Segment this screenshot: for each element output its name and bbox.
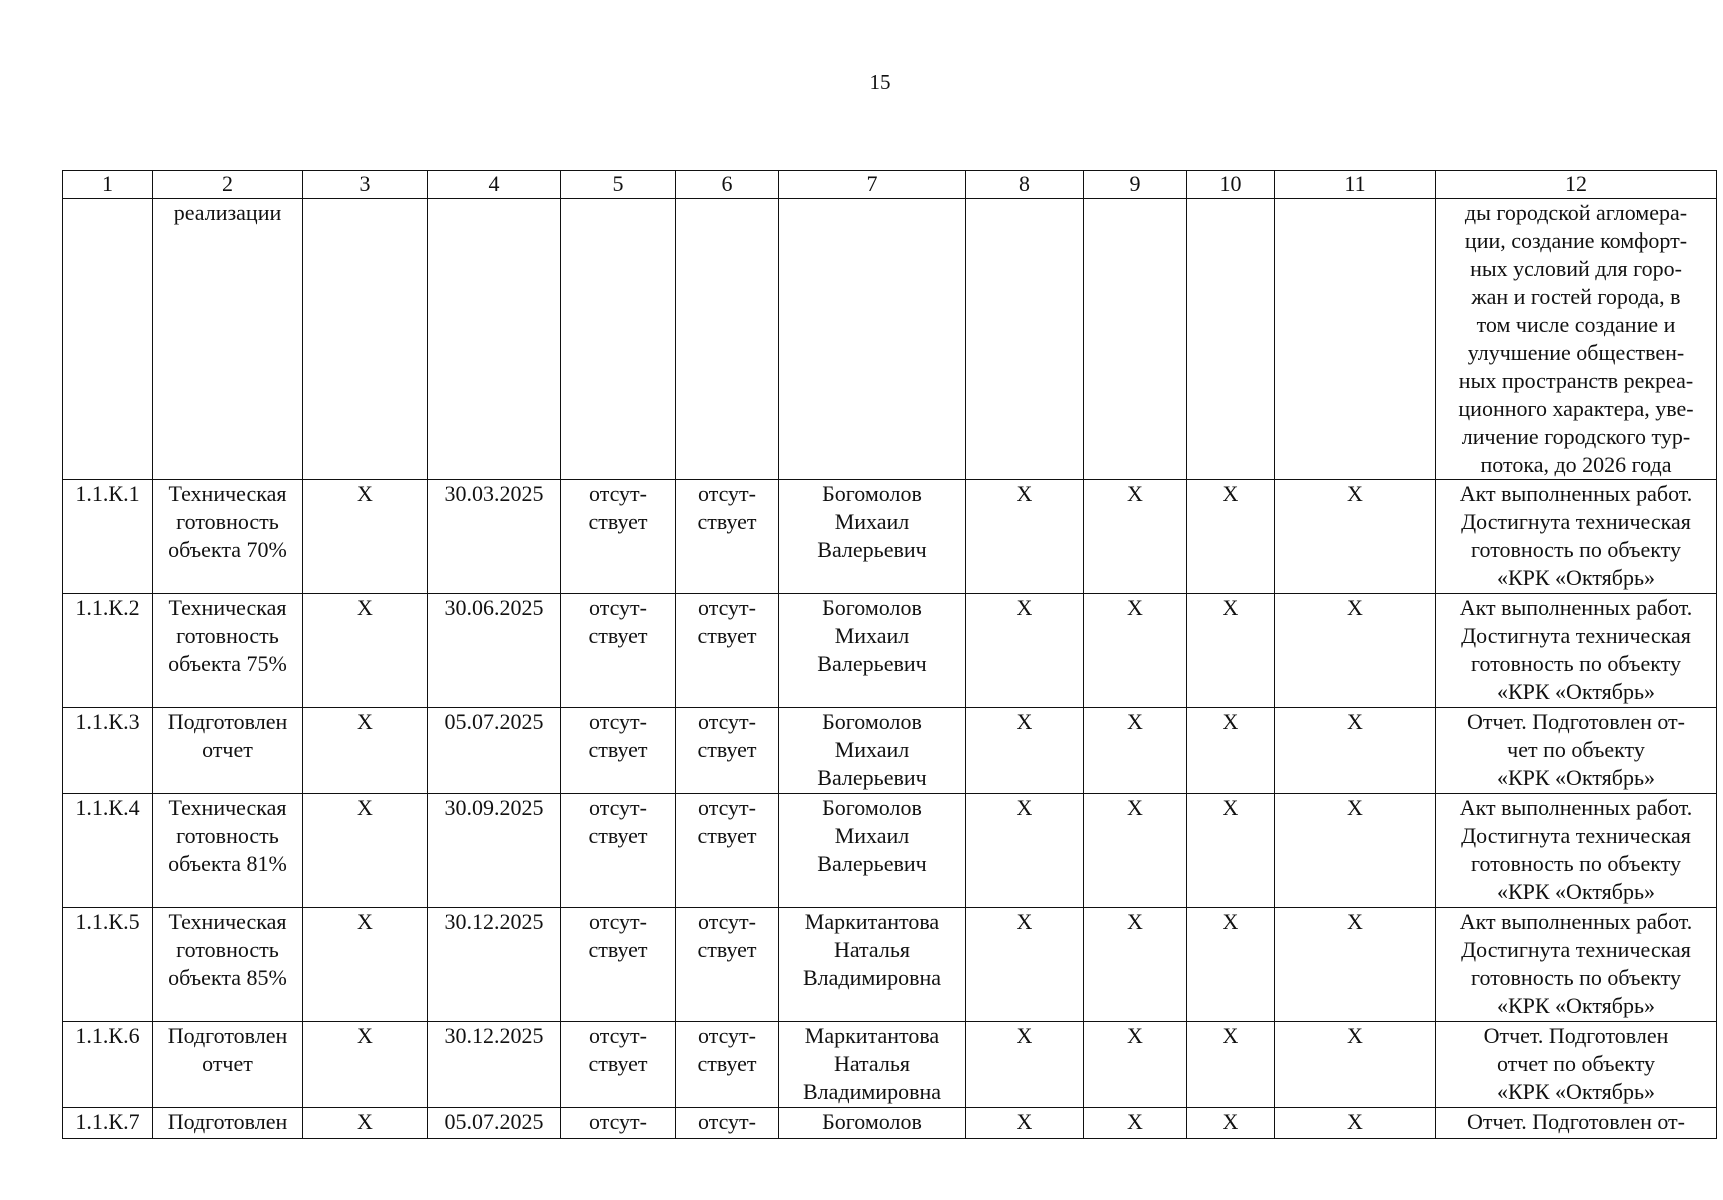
table-cell: X — [1187, 794, 1275, 908]
table-row — [63, 708, 1717, 794]
table-cell: 1.1.К.7 — [63, 1108, 153, 1139]
table-cell: отсут- ствует — [676, 1022, 779, 1108]
table-cell: Техническая готовность объекта 75% — [153, 594, 303, 708]
table-cell — [779, 199, 966, 480]
table-cell: X — [1187, 594, 1275, 708]
table-row — [63, 1108, 1717, 1139]
table-cell: X — [303, 480, 428, 594]
table-cell: X — [1187, 1022, 1275, 1108]
table-cell: Богомолов Михаил Валерьевич — [779, 594, 966, 708]
table-cell: 30.12.2025 — [428, 1022, 561, 1108]
table-cell: Богомолов Михаил Валерьевич — [779, 480, 966, 594]
header-cell: 11 — [1275, 171, 1436, 199]
header-cell: 10 — [1187, 171, 1275, 199]
table-cell: 1.1.К.3 — [63, 708, 153, 794]
table-cell: 30.06.2025 — [428, 594, 561, 708]
table-cell: X — [1084, 708, 1187, 794]
table-cell: 05.07.2025 — [428, 1108, 561, 1139]
table-row — [63, 480, 1717, 594]
table-row — [63, 908, 1717, 1022]
table-row — [63, 199, 1717, 480]
table-cell: X — [303, 794, 428, 908]
table-cell: Акт выполненных работ. Достигнута техническая готовность по объекту «КРК «Октябрь» — [1436, 594, 1717, 708]
table-cell: X — [966, 708, 1084, 794]
header-cell: 1 — [63, 171, 153, 199]
table-cell: X — [1275, 908, 1436, 1022]
table-cell — [676, 199, 779, 480]
table-cell: отсут- ствует — [561, 794, 676, 908]
header-cell: 9 — [1084, 171, 1187, 199]
table-cell: Маркитантова Наталья Владимировна — [779, 908, 966, 1022]
table-cell: ды городской агломера- ции, создание комфорт- ных условий для горо- жан и гостей города, в том числе создание и улучшение обществен- ных пространств рекреа- ционного характера, уве- личение городского тур- потока, до 2026 года — [1436, 199, 1717, 480]
table-cell: Техническая готовность объекта 70% — [153, 480, 303, 594]
table-header-row — [63, 171, 1717, 199]
table-cell: X — [303, 708, 428, 794]
table-cell: Отчет. Подготовлен от- чет по объекту «КРК «Октябрь» — [1436, 708, 1717, 794]
table-cell: X — [1084, 1108, 1187, 1139]
table-cell: 30.03.2025 — [428, 480, 561, 594]
table-cell: отсут- ствует — [561, 908, 676, 1022]
table-cell: X — [303, 1108, 428, 1139]
table-cell: X — [1187, 908, 1275, 1022]
table-cell: Богомолов Михаил Валерьевич — [779, 794, 966, 908]
table-cell — [1275, 199, 1436, 480]
table-cell: отсут- ствует — [561, 1022, 676, 1108]
table-cell: отсут- ствует — [561, 708, 676, 794]
header-cell: 6 — [676, 171, 779, 199]
table-cell: Богомолов Михаил Валерьевич — [779, 708, 966, 794]
table-cell: Акт выполненных работ. Достигнута техническая готовность по объекту «КРК «Октябрь» — [1436, 794, 1717, 908]
header-cell: 7 — [779, 171, 966, 199]
table-cell: X — [966, 908, 1084, 1022]
table-cell: X — [1275, 794, 1436, 908]
table-cell: 1.1.К.1 — [63, 480, 153, 594]
table-cell: отсут- ствует — [561, 594, 676, 708]
table-cell: X — [966, 594, 1084, 708]
table-cell: X — [966, 1022, 1084, 1108]
table-cell: X — [1084, 480, 1187, 594]
table-cell: Отчет. Подготовлен отчет по объекту «КРК «Октябрь» — [1436, 1022, 1717, 1108]
table-cell: X — [1187, 480, 1275, 594]
table-cell: отсут- ствует — [561, 480, 676, 594]
table-cell: 1.1.К.6 — [63, 1022, 153, 1108]
table-cell — [1187, 199, 1275, 480]
table-cell: 30.12.2025 — [428, 908, 561, 1022]
table-cell: Подготовлен отчет — [153, 1022, 303, 1108]
table-cell: Акт выполненных работ. Достигнута техническая готовность по объекту «КРК «Октябрь» — [1436, 908, 1717, 1022]
table-cell: отсут- ствует — [676, 480, 779, 594]
header-cell: 4 — [428, 171, 561, 199]
table-cell: X — [1084, 1022, 1187, 1108]
control-points-table — [62, 170, 1717, 1139]
table-row — [63, 1022, 1717, 1108]
table-cell: отсут- ствует — [676, 708, 779, 794]
table-cell: Техническая готовность объекта 81% — [153, 794, 303, 908]
table-cell: Подготовлен отчет — [153, 708, 303, 794]
table-cell: X — [303, 908, 428, 1022]
table-body — [63, 171, 1717, 1139]
table-row — [63, 794, 1717, 908]
table-cell: отсут- ствует — [676, 594, 779, 708]
table-cell: 05.07.2025 — [428, 708, 561, 794]
table-cell: X — [1275, 1108, 1436, 1139]
table-cell: X — [966, 480, 1084, 594]
table-cell: X — [303, 594, 428, 708]
page-number: 15 — [869, 70, 891, 94]
header-cell: 2 — [153, 171, 303, 199]
table-cell: Отчет. Подготовлен от- — [1436, 1108, 1717, 1139]
table-cell: X — [966, 1108, 1084, 1139]
header-cell: 5 — [561, 171, 676, 199]
table-cell: отсут- ствует — [676, 794, 779, 908]
table-cell: X — [1084, 594, 1187, 708]
header-cell: 12 — [1436, 171, 1717, 199]
table-cell: отсут- — [676, 1108, 779, 1139]
table-cell: X — [303, 1022, 428, 1108]
table-cell: X — [1275, 1022, 1436, 1108]
table-cell: Акт выполненных работ. Достигнута техническая готовность по объекту «КРК «Октябрь» — [1436, 480, 1717, 594]
table-cell: 30.09.2025 — [428, 794, 561, 908]
table-cell: X — [1084, 908, 1187, 1022]
table-cell: X — [1275, 480, 1436, 594]
table-cell: X — [1187, 708, 1275, 794]
header-cell: 3 — [303, 171, 428, 199]
table-cell: X — [1084, 794, 1187, 908]
table-cell: Маркитантова Наталья Владимировна — [779, 1022, 966, 1108]
table-cell: 1.1.К.2 — [63, 594, 153, 708]
table-cell — [561, 199, 676, 480]
header-cell: 8 — [966, 171, 1084, 199]
table-cell: X — [966, 794, 1084, 908]
table-cell: X — [1275, 708, 1436, 794]
table-cell — [303, 199, 428, 480]
table-cell — [1084, 199, 1187, 480]
table-cell — [966, 199, 1084, 480]
table-cell: отсут- — [561, 1108, 676, 1139]
table-cell: Техническая готовность объекта 85% — [153, 908, 303, 1022]
table-cell: 1.1.К.5 — [63, 908, 153, 1022]
table-cell: Подготовлен — [153, 1108, 303, 1139]
table-row — [63, 594, 1717, 708]
table-cell — [428, 199, 561, 480]
table-cell: реализации — [153, 199, 303, 480]
table-cell — [63, 199, 153, 480]
table-cell: Богомолов — [779, 1108, 966, 1139]
table-cell: X — [1187, 1108, 1275, 1139]
table-cell: X — [1275, 594, 1436, 708]
table-cell: 1.1.К.4 — [63, 794, 153, 908]
table-cell: отсут- ствует — [676, 908, 779, 1022]
